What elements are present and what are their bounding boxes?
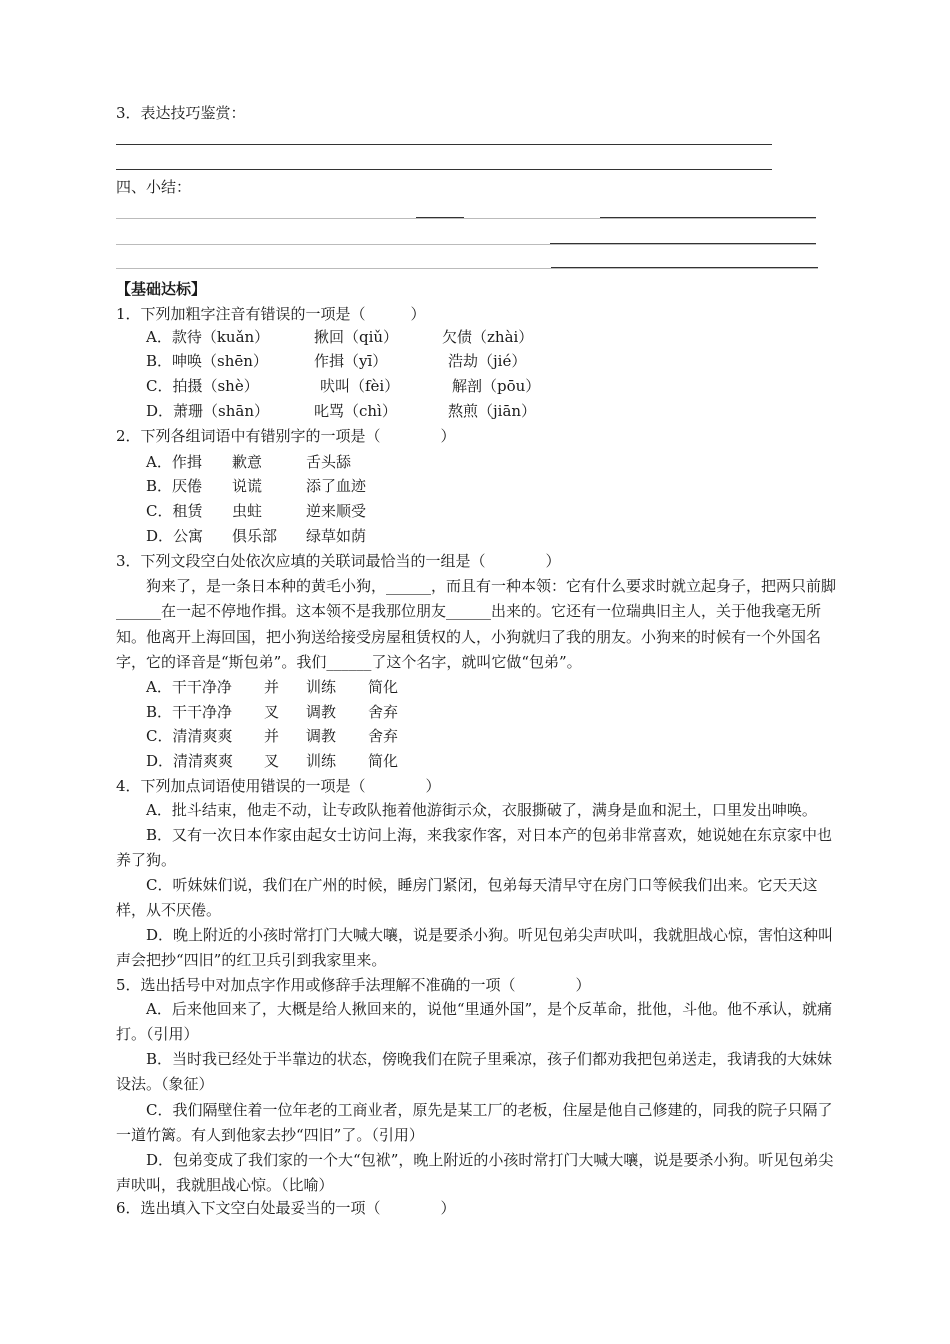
q1-option-d: D．萧珊（shān） 叱骂（chì） 熬煎（jiān） <box>146 402 537 420</box>
answer-line <box>550 243 816 244</box>
answer-line <box>416 217 464 218</box>
q5-option-d: D．包弟变成了我们家的一个大“包袱”，晚上附近的小孩时常打门大喊大嚷，说是要杀小狗。听见包弟尖声吠叫，我就胆战心惊。（比喻） <box>116 1151 834 1195</box>
answer-line <box>116 218 816 219</box>
question-3: 3．下列文段空白处依次应填的关联词最恰当的一组是（ ） <box>116 552 561 570</box>
q4-option-c: C．听妹妹们说，我们在广州的时候，睡房门紧闭，包弟每天清早守在房门口等候我们出来。它天天这样，从不厌倦。 <box>116 876 818 920</box>
answer-line <box>600 217 816 218</box>
q3-option-d: D．清清爽爽 叉 训练 简化 <box>146 752 399 770</box>
q4-option-a: A．批斗结束，他走不动，让专政队拖着他游街示众，衣服撕破了，满身是血和泥土，口里发出呻唤。 <box>146 801 817 819</box>
q5-option-c: C．我们隔壁住着一位年老的工商业者，原先是某工厂的老板，住屋是他自己修建的，同我的院子只隔了一道竹篱。有人到他家去抄“四旧”了。（引用） <box>116 1101 833 1145</box>
q5-option-a: A．后来他回来了，大概是给人揪回来的，说他“里通外国”，是个反革命，批他，斗他。他不承认，就痛打。（引用） <box>116 1000 833 1044</box>
answer-line <box>116 144 772 145</box>
answer-line <box>116 169 772 170</box>
answer-line <box>551 267 818 268</box>
q2-option-b: B．厌倦 说谎 添了血迹 <box>146 477 367 495</box>
q3-passage: 狗来了，是一条日本种的黄毛小狗，______，而且有一种本领：它有什么要求时就立起身子，把两只前脚______在一起不停地作揖。这本领不是我那位朋友______出来的。它还有一位瑞典旧主人，关于他我毫无所知。他离开上海回国，把小狗送给接受房屋租赁权的人，小狗就归了我的朋友。小狗来的时候有一个外国名字，它的译音是“斯包弟”。我们______了这个名字，就叫它做“包弟”。 <box>116 577 837 672</box>
question-2: 2．下列各组词语中有错别字的一项是（ ） <box>116 427 456 445</box>
q3-option-b: B．干干净净 叉 调教 舍弃 <box>146 703 399 721</box>
q5-option-b: B．当时我已经处于半靠边的状态，傍晚我们在院子里乘凉，孩子们都劝我把包弟送走，我请我的大妹妹设法。（象征） <box>116 1050 833 1094</box>
q3-option-a: A．干干净净 并 训练 简化 <box>146 678 399 696</box>
basics-heading: 【基础达标】 <box>116 280 207 298</box>
q2-option-a: A．作揖 歉意 舌头舔 <box>146 453 352 471</box>
q4-option-b: B．又有一次日本作家由起女士访问上海，来我家作客，对日本产的包弟非常喜欢，她说她在东京家中也养了狗。 <box>116 826 833 870</box>
question-4: 4．下列加点词语使用错误的一项是（ ） <box>116 777 441 795</box>
section-4-title: 四、小结： <box>116 178 192 196</box>
q1-option-a: A．款待（kuǎn） 揪回（qiǔ） 欠债（zhài） <box>146 328 534 346</box>
q1-option-b: B．呻唤（shēn） 作揖（yī） 浩劫（jié） <box>146 352 527 370</box>
q1-option-c: C．拍摄（shè） 吠叫（fèi） 解剖（pōu） <box>146 377 541 395</box>
q2-option-c: C．租赁 虫蛀 逆来顺受 <box>146 502 367 520</box>
question-1: 1．下列加粗字注音有错误的一项是（ ） <box>116 305 426 323</box>
section-3-title: 3．表达技巧鉴赏： <box>116 104 246 122</box>
q3-option-c: C．清清爽爽 并 调教 舍弃 <box>146 727 399 745</box>
q4-option-d: D．晚上附近的小孩时常打门大喊大嚷，说是要杀小狗。听见包弟尖声吠叫，我就胆战心惊，害怕这种叫声会把抄“四旧”的红卫兵引到我家里来。 <box>116 926 834 970</box>
question-6: 6．选出填入下文空白处最妥当的一项（ ） <box>116 1199 456 1217</box>
question-5: 5．选出括号中对加点字作用或修辞手法理解不准确的一项（ ） <box>116 976 591 994</box>
answer-line <box>116 244 816 245</box>
q2-option-d: D．公寓 俱乐部 绿草如荫 <box>146 527 367 545</box>
answer-line <box>116 268 818 269</box>
